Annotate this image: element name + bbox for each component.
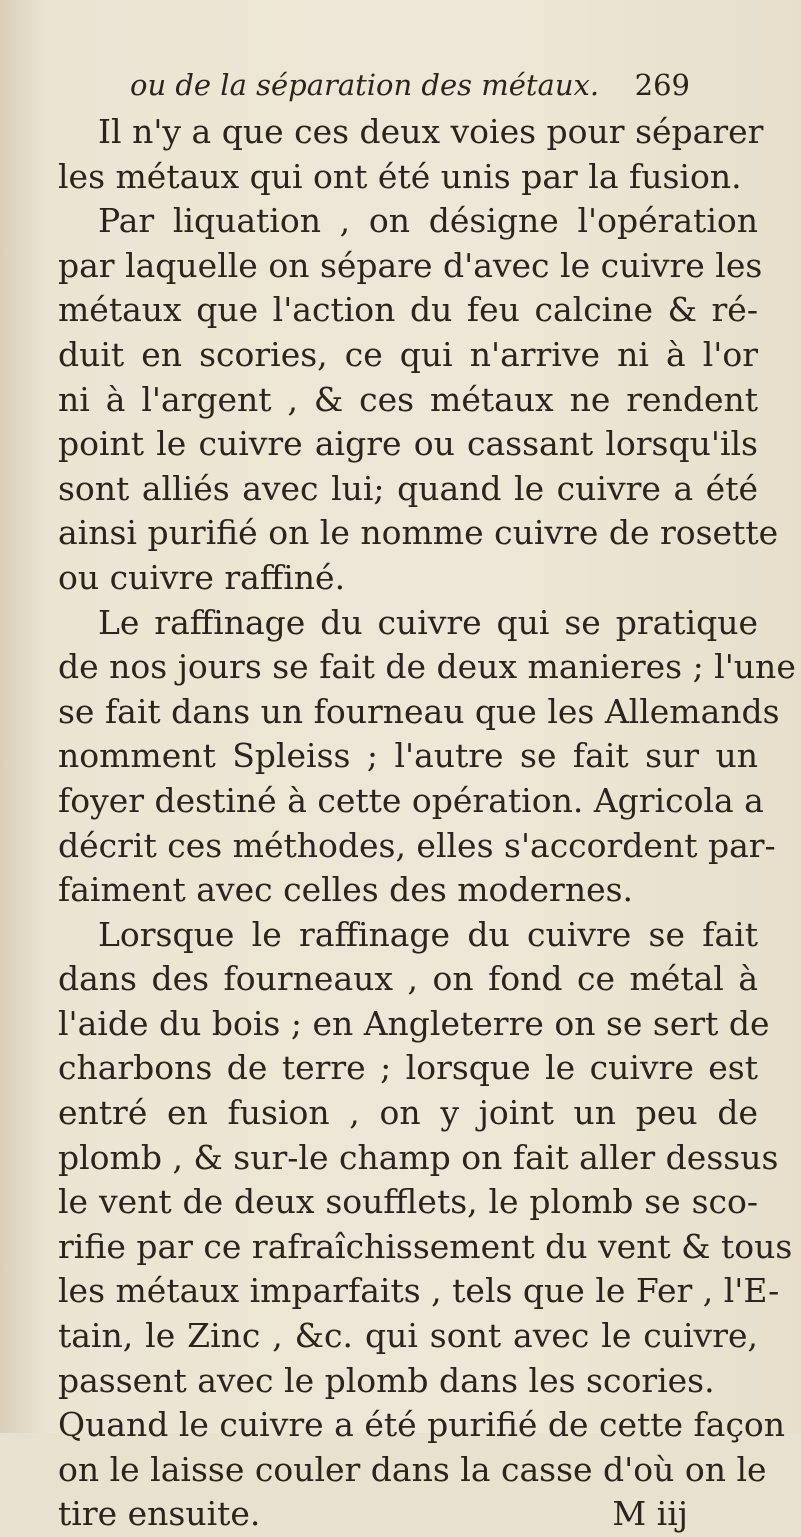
text-line: passent avec le plomb dans les scories. xyxy=(58,1360,715,1400)
text-line: on le laisse couler dans la casse d'où on le xyxy=(58,1449,767,1489)
text-line: point le cuivre aigre ou cassant lorsqu'ils xyxy=(58,424,758,464)
page-number: 269 xyxy=(634,68,690,102)
text-line: entré en fusion , on y joint un peu de xyxy=(58,1093,758,1133)
text-line: nomment Spleiss ; l'autre se fait sur un xyxy=(58,736,758,776)
text-line: duit en scories, ce qui n'arrive ni à l'or xyxy=(58,334,758,374)
running-title: ou de la séparation des métaux. xyxy=(130,68,600,102)
signature-mark: M iij xyxy=(612,1494,688,1534)
text-line: décrit ces méthodes, elles s'accordent par- xyxy=(58,825,776,865)
text-line: ainsi purifié on le nomme cuivre de rosette xyxy=(58,513,779,553)
text-line: se fait dans un fourneau que les Allemands xyxy=(58,691,780,731)
text-line: ni à l'argent , & ces métaux ne rendent xyxy=(58,379,758,419)
text-line: le vent de deux soufflets, le plomb se sco- xyxy=(58,1182,758,1222)
text-line: Il n'y a que ces deux voies pour séparer xyxy=(98,112,764,151)
text-line: plomb , & sur-le champ on fait aller dessus xyxy=(58,1137,779,1177)
final-text: tire ensuite. xyxy=(58,1494,261,1534)
text-line: Le raffinage du cuivre qui se pratique xyxy=(98,602,758,642)
body-text xyxy=(58,110,796,1537)
text-line: tain, le Zinc , &c. qui sont avec le cuivre, xyxy=(58,1316,758,1356)
text-line: l'aide du bois ; en Angleterre on se sert de xyxy=(58,1003,770,1043)
text-line: rifie par ce rafraîchissement du vent & tous xyxy=(58,1226,793,1266)
text-line: dans des fourneaux , on fond ce métal à xyxy=(58,959,758,999)
text-line: de nos jours se fait de deux manieres ; l'une xyxy=(58,647,796,687)
text-line: métaux que l'action du feu calcine & ré- xyxy=(58,290,758,330)
text-line: faiment avec celles des modernes. xyxy=(58,870,634,910)
text-line: charbons de terre ; lorsque le cuivre est xyxy=(58,1048,758,1088)
final-line xyxy=(58,1492,758,1537)
text-line: Quand le cuivre a été purifié de cette façon xyxy=(58,1405,786,1445)
text-line: ou cuivre raffiné. xyxy=(58,557,346,597)
text-line: les métaux qui ont été unis par la fusion. xyxy=(58,156,742,196)
running-header xyxy=(130,68,690,102)
text-line: les métaux imparfaits , tels que le Fer , l'E- xyxy=(58,1271,780,1311)
text-line: Par liquation , on désigne l'opération xyxy=(98,201,758,241)
text-line: Lorsque le raffinage du cuivre se fait xyxy=(98,914,758,954)
text-line: sont alliés avec lui; quand le cuivre a été xyxy=(58,468,758,508)
text-line: foyer destiné à cette opération. Agricola a xyxy=(58,780,764,820)
text-line: par laquelle on sépare d'avec le cuivre les xyxy=(58,245,763,285)
